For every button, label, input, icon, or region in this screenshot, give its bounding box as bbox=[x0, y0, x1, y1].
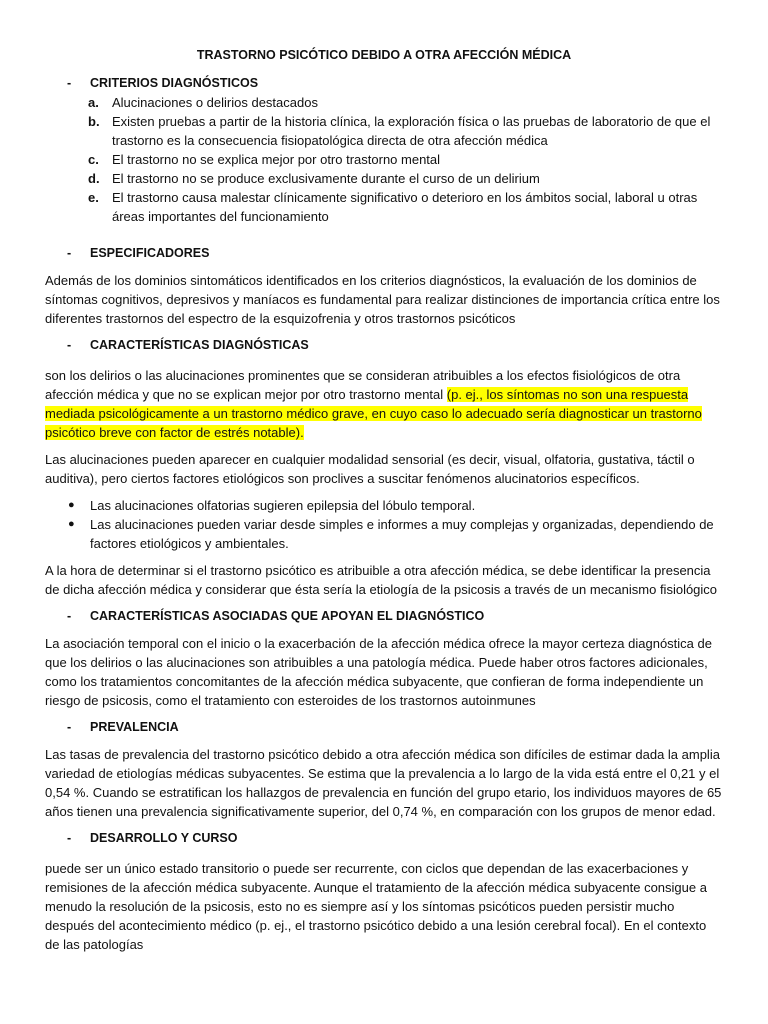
criteria-text: Existen pruebas a partir de la historia clínica, la exploración física o las pruebas de laboratorio de que el trastorno es la consecuencia fisiopatológica directa de otra afección médica bbox=[112, 114, 711, 148]
heading-dash: - bbox=[67, 76, 72, 90]
criteria-marker: e. bbox=[88, 190, 99, 205]
heading-dash: - bbox=[67, 246, 72, 260]
bullet-list bbox=[45, 496, 723, 553]
desarrollo-paragraph: puede ser un único estado transitorio o puede ser recurrente, con ciclos que dependan de las exacerbaciones y remisiones de la afección médica subyacente. Aunque el tratamiento de la afección médica subyacente consigue a menudo la resolución de la psicosis, esto no es siempre así y los síntomas psicóticos pueden persistir mucho después del acontecimiento médico (p. ej., el trastorno psicótico debido a una lesión cerebral focal). En el contexto de las patologías bbox=[45, 861, 707, 952]
heading-dash: - bbox=[67, 609, 72, 623]
asociadas-paragraph: La asociación temporal con el inicio o la exacerbación de la afección médica ofrece la mayor certeza diagnóstica de que los delirios o las alucinaciones son atribuibles a una patología médica. Puede haber otros factores adicionales, como los tratamientos concomitantes de la afección médica subyacente, que confieran de forma independiente un riesgo de psicosis, como el tratamiento con esteroides de los trastornos autoinmunes bbox=[45, 636, 712, 708]
section-heading-caracteristicas bbox=[45, 336, 723, 355]
criteria-item bbox=[45, 150, 723, 169]
section-heading-criterios bbox=[45, 74, 723, 93]
criteria-item bbox=[45, 188, 723, 226]
section-heading-especificadores bbox=[45, 244, 723, 263]
bullet-text: Las alucinaciones olfatorias sugieren epilepsia del lóbulo temporal. bbox=[90, 498, 476, 513]
heading-text: ESPECIFICADORES bbox=[90, 246, 210, 260]
prevalencia-paragraph: Las tasas de prevalencia del trastorno psicótico debido a otra afección médica son difíciles de estimar dada la amplia variedad de etiologías médicas subyacentes. Se estima que la prevalencia a lo largo de la vida está entre el 0,21 y el 0,54 %. Cuando se estratifican los hallazgos de prevalencia en función del grupo etario, los individuos mayores de 65 años tienen una prevalencia significativamente superior, del 0,74 %, en comparación con los grupos de menor edad. bbox=[45, 747, 722, 819]
heading-dash: - bbox=[67, 338, 72, 352]
heading-text: CARACTERÍSTICAS ASOCIADAS QUE APOYAN EL DIAGNÓSTICO bbox=[90, 609, 485, 623]
heading-text: CRITERIOS DIAGNÓSTICOS bbox=[90, 76, 259, 90]
bullet-item bbox=[45, 515, 723, 553]
criteria-item bbox=[45, 93, 723, 112]
caracteristicas-paragraph-1 bbox=[45, 366, 723, 442]
heading-text: CARACTERÍSTICAS DIAGNÓSTICAS bbox=[90, 338, 309, 352]
criteria-text: El trastorno causa malestar clínicamente significativo o deterioro en los ámbitos social, laboral u otras áreas importantes del funcionamiento bbox=[112, 190, 698, 224]
criteria-marker: b. bbox=[88, 114, 100, 129]
heading-text: PREVALENCIA bbox=[90, 720, 179, 734]
section-heading-desarrollo bbox=[45, 829, 723, 848]
criteria-list bbox=[45, 93, 723, 226]
caracteristicas-paragraph-2: Las alucinaciones pueden aparecer en cualquier modalidad sensorial (es decir, visual, olfatoria, gustativa, táctil o auditiva), pero ciertos factores etiológicos son proclives a suscitar fenómenos alucinatorios específicos. bbox=[45, 452, 695, 486]
criteria-text: El trastorno no se produce exclusivamente durante el curso de un delirium bbox=[112, 171, 540, 186]
criteria-marker: a. bbox=[88, 95, 99, 110]
document-page bbox=[45, 46, 723, 954]
bullet-icon: ● bbox=[68, 499, 75, 511]
criteria-item bbox=[45, 169, 723, 188]
highlighted-text: (p. ej., los síntomas no son una respuesta mediada psicológicamente a un trastorno médico grave, en cuyo caso lo adecuado sería diagnosticar un trastorno psicótico breve con factor de estrés notable). bbox=[45, 387, 702, 440]
section-heading-asociadas bbox=[45, 607, 723, 626]
heading-dash: - bbox=[67, 720, 72, 734]
criteria-text: El trastorno no se explica mejor por otro trastorno mental bbox=[112, 152, 441, 167]
criteria-text: Alucinaciones o delirios destacados bbox=[112, 95, 318, 110]
criteria-marker: d. bbox=[88, 171, 100, 186]
bullet-icon: ● bbox=[68, 518, 75, 530]
bullet-item bbox=[45, 496, 723, 515]
criteria-marker: c. bbox=[88, 152, 99, 167]
caracteristicas-paragraph-3: A la hora de determinar si el trastorno psicótico es atribuible a otra afección médica, se debe identificar la presencia de dicha afección médica y considerar que ésta sería la etiología de la psicosis a través de un mecanismo fisiológico bbox=[45, 563, 718, 597]
heading-dash: - bbox=[67, 831, 72, 845]
criteria-item bbox=[45, 112, 723, 150]
paragraph-text: son los delirios o las alucinaciones prominentes que se consideran atribuibles a los efectos fisiológicos de otra afección médica y que no se explican mejor por otro trastorno mental bbox=[45, 368, 681, 402]
document-title: TRASTORNO PSICÓTICO DEBIDO A OTRA AFECCIÓN MÉDICA bbox=[196, 48, 572, 62]
heading-text: DESARROLLO Y CURSO bbox=[90, 831, 238, 845]
section-heading-prevalencia bbox=[45, 718, 723, 737]
bullet-text: Las alucinaciones pueden variar desde simples e informes a muy complejas y organizadas, dependiendo de factores etiológicos y ambientales. bbox=[90, 517, 714, 551]
especificadores-paragraph: Además de los dominios sintomáticos identificados en los criterios diagnósticos, la evaluación de los dominios de síntomas cognitivos, depresivos y maníacos es fundamental para realizar distinciones de importancia crítica entre los diferentes trastornos del espectro de la esquizofrenia y otros trastornos psicóticos bbox=[45, 273, 720, 326]
